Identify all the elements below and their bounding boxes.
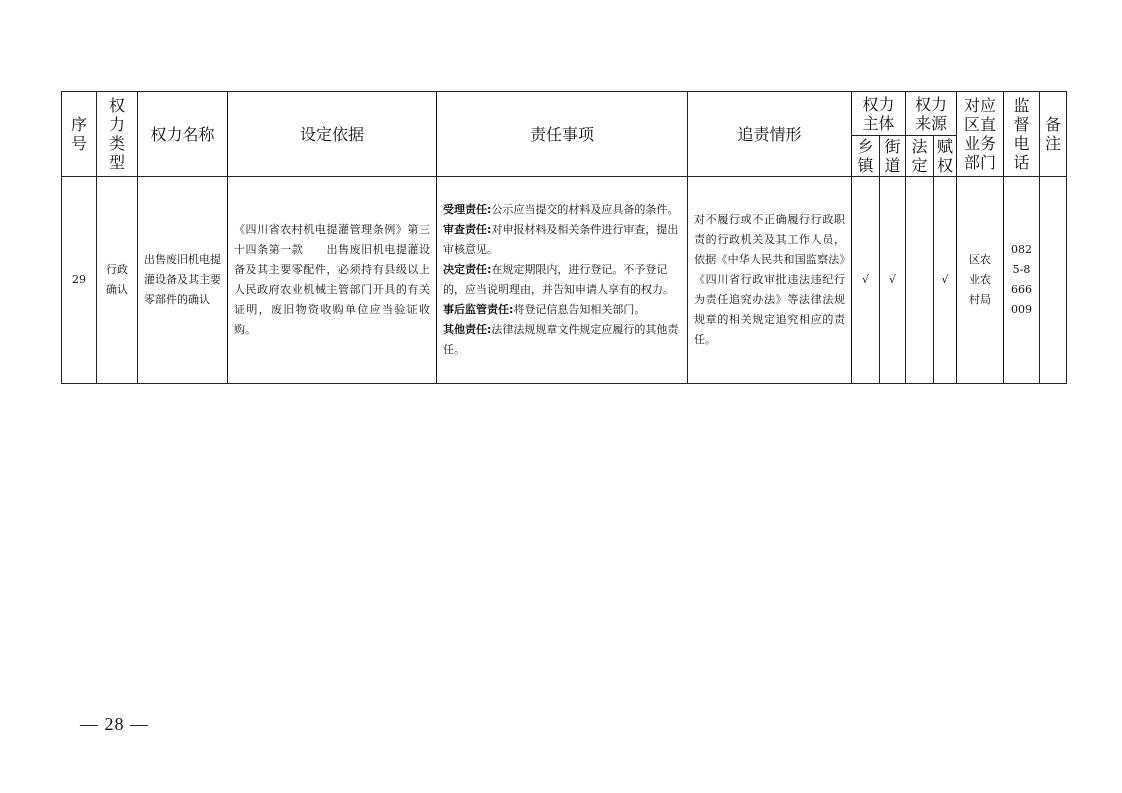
header-subject-town: 乡镇 bbox=[852, 136, 880, 177]
duty-item: 决定责任:在规定期限内，进行登记。不予登记的，应当说明理由，并告知申请人享有的权力。 bbox=[443, 263, 674, 296]
duty-item: 受理责任:公示应当提交的材料及应具备的条件。 bbox=[443, 203, 679, 216]
row-remark bbox=[1040, 177, 1067, 384]
header-name: 权力名称 bbox=[138, 92, 228, 177]
power-list-table bbox=[61, 91, 1067, 384]
duty-item: 其他责任:法律法规规章文件规定应履行的其他责任。 bbox=[443, 323, 679, 356]
header-seq: 序号 bbox=[62, 92, 97, 177]
row-phone: 0825-8666009 bbox=[1004, 177, 1040, 384]
header-accountability: 追责情形 bbox=[688, 92, 852, 177]
header-type: 权力类型 bbox=[97, 92, 138, 177]
row-source-legal-check bbox=[906, 177, 934, 384]
header-phone: 监督电话 bbox=[1004, 92, 1040, 177]
row-dept: 区农业农村局 bbox=[957, 177, 1004, 384]
row-duties bbox=[437, 177, 688, 384]
row-accountability: 对不履行或不正确履行行政职责的行政机关及其工作人员，依据《中华人民共和国监察法》《四川省行政审批违法违纪行为责任追究办法》等法律法规规章的相关规定追究相应的责任。 bbox=[688, 177, 852, 384]
row-seq: 29 bbox=[62, 177, 97, 384]
header-remark: 备注 bbox=[1040, 92, 1067, 177]
header-basis: 设定依据 bbox=[228, 92, 437, 177]
header-dept: 对应区直业务部门 bbox=[957, 92, 1004, 177]
row-power-name: 出售废旧机电提灌设备及其主要零部件的确认 bbox=[138, 177, 228, 384]
header-source: 权力来源 bbox=[906, 92, 957, 136]
row-subject-town-check: √ bbox=[852, 177, 880, 384]
header-duties: 责任事项 bbox=[437, 92, 688, 177]
table-row bbox=[62, 177, 1067, 384]
row-basis: 《四川省农村机电提灌管理条例》第三十四条第一款 出售废旧机电提灌设备及其主要零配件，必须持有县级以上人民政府农业机械主管部门开具的有关证明，废旧物资收购单位应当验证收购。 bbox=[228, 177, 437, 384]
duty-item: 审查责任:对申报材料及相关条件进行审查，提出审核意见。 bbox=[443, 223, 679, 256]
duty-item: 事后监管责任:将登记信息告知相关部门。 bbox=[443, 303, 646, 316]
header-subject: 权力主体 bbox=[852, 92, 906, 136]
row-type: 行政确认 bbox=[97, 177, 138, 384]
row-source-granted-check: √ bbox=[934, 177, 957, 384]
row-subject-street-check: √ bbox=[880, 177, 906, 384]
header-source-granted: 赋权 bbox=[934, 136, 957, 177]
page-number: — 28 — bbox=[80, 714, 149, 734]
header-source-legal: 法定 bbox=[906, 136, 934, 177]
header-subject-street: 街道 bbox=[880, 136, 906, 177]
